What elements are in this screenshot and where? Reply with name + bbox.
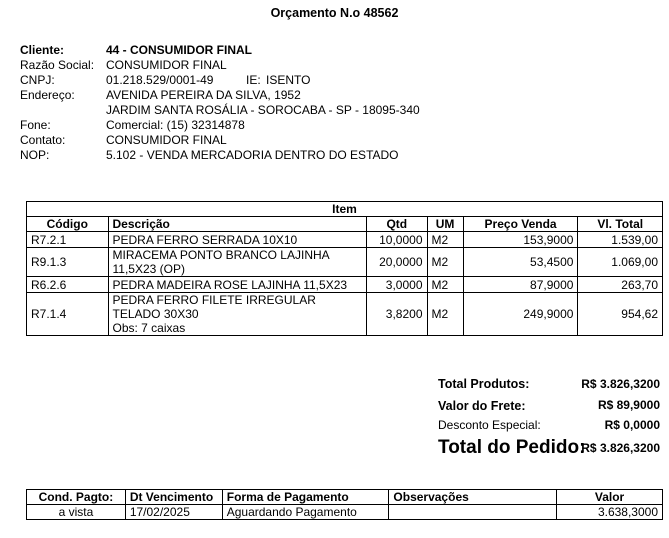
ie-label: IE: (246, 73, 261, 87)
total-produtos-label: Total Produtos: (438, 377, 530, 391)
cnpj-value: 01.218.529/0001-49 (106, 73, 214, 87)
descricao-obs: Obs: 7 caixas (112, 321, 186, 335)
cell-preco: 87,9000 (463, 277, 578, 293)
total-pedido-value: R$ 3.826,3200 (581, 441, 660, 455)
total-pedido-label: Total do Pedido: (438, 437, 586, 458)
cell-um: M2 (427, 293, 463, 336)
payment-table (26, 489, 663, 520)
endereco-label: Endereço: (20, 88, 75, 102)
pay-cond: a vista (27, 505, 126, 520)
col-header-qtd: Qtd (367, 217, 427, 232)
col-header-total: Vl. Total (578, 217, 663, 232)
table-row (27, 277, 663, 293)
razao-social-value: CONSUMIDOR FINAL (106, 58, 227, 72)
pay-header-cond: Cond. Pagto: (27, 490, 126, 505)
items-table (26, 201, 663, 336)
pay-vencimento: 17/02/2025 (125, 505, 222, 520)
valor-frete-label: Valor do Frete: (438, 399, 526, 413)
cell-descricao: PEDRA MADEIRA ROSE LAJINHA 11,5X23 (108, 277, 367, 293)
desconto-value: R$ 0,0000 (604, 418, 660, 432)
cliente-value: 44 - CONSUMIDOR FINAL (106, 43, 253, 57)
ie-value: ISENTO (266, 73, 311, 87)
cell-qtd: 3,8200 (367, 293, 427, 336)
cell-qtd: 3,0000 (367, 277, 427, 293)
cell-codigo: R7.1.4 (27, 293, 109, 336)
table-row (27, 505, 663, 520)
cell-preco: 153,9000 (463, 232, 578, 248)
descricao-line: TELADO 30X30 (112, 307, 199, 321)
pay-header-obs: Observações (389, 490, 557, 505)
cell-codigo: R6.2.6 (27, 277, 109, 293)
cell-um: M2 (427, 232, 463, 248)
pay-valor: 3.638,3000 (557, 505, 663, 520)
cell-um: M2 (427, 277, 463, 293)
pay-header-forma: Forma de Pagamento (222, 490, 389, 505)
cell-um: M2 (427, 248, 463, 277)
cell-preco: 249,9000 (463, 293, 578, 336)
cnpj-label: CNPJ: (20, 73, 55, 87)
cell-qtd: 10,0000 (367, 232, 427, 248)
pay-obs (389, 505, 557, 520)
pay-forma: Aguardando Pagamento (222, 505, 389, 520)
descricao-line: 11,5X23 (OP) (112, 262, 185, 276)
endereco-line1: AVENIDA PEREIRA DA SILVA, 1952 (106, 88, 301, 102)
endereco-line2: JARDIM SANTA ROSÁLIA - SOROCABA - SP - 18095-340 (106, 103, 420, 117)
cell-preco: 53,4500 (463, 248, 578, 277)
valor-frete-value: R$ 89,9000 (597, 398, 660, 412)
cell-total: 1.069,00 (578, 248, 663, 277)
cell-descricao (108, 248, 367, 277)
cell-codigo: R9.1.3 (27, 248, 109, 277)
cell-descricao: PEDRA FERRO SERRADA 10X10 (108, 232, 367, 248)
col-header-um: UM (427, 217, 463, 232)
contato-label: Contato: (20, 133, 66, 147)
items-caption: Item (27, 202, 663, 217)
cell-codigo: R7.2.1 (27, 232, 109, 248)
cell-qtd: 20,0000 (367, 248, 427, 277)
cell-total: 1.539,00 (578, 232, 663, 248)
nop-label: NOP: (20, 148, 50, 162)
pay-header-vencimento: Dt Vencimento (125, 490, 222, 505)
cell-total: 263,70 (578, 277, 663, 293)
cell-total: 954,62 (578, 293, 663, 336)
descricao-line: PEDRA FERRO FILETE IRREGULAR (112, 293, 316, 307)
document-title: Orçamento N.o 48562 (270, 6, 399, 20)
desconto-label: Desconto Especial: (438, 418, 541, 432)
cliente-label: Cliente: (20, 43, 65, 57)
table-row (27, 232, 663, 248)
col-header-codigo: Código (27, 217, 109, 232)
col-header-preco: Preço Venda (463, 217, 578, 232)
descricao-line: MIRACEMA PONTO BRANCO LAJINHA (112, 248, 330, 262)
col-header-descricao: Descrição (108, 217, 367, 232)
fone-value: Comercial: (15) 32314878 (106, 118, 245, 132)
total-produtos-value: R$ 3.826,3200 (581, 377, 660, 391)
table-row (27, 248, 663, 277)
table-row (27, 293, 663, 336)
fone-label: Fone: (20, 118, 51, 132)
cell-descricao (108, 293, 367, 336)
nop-value: 5.102 - VENDA MERCADORIA DENTRO DO ESTADO (106, 148, 399, 162)
pay-header-valor: Valor (557, 490, 663, 505)
contato-value: CONSUMIDOR FINAL (106, 133, 227, 147)
razao-social-label: Razão Social: (20, 58, 95, 72)
